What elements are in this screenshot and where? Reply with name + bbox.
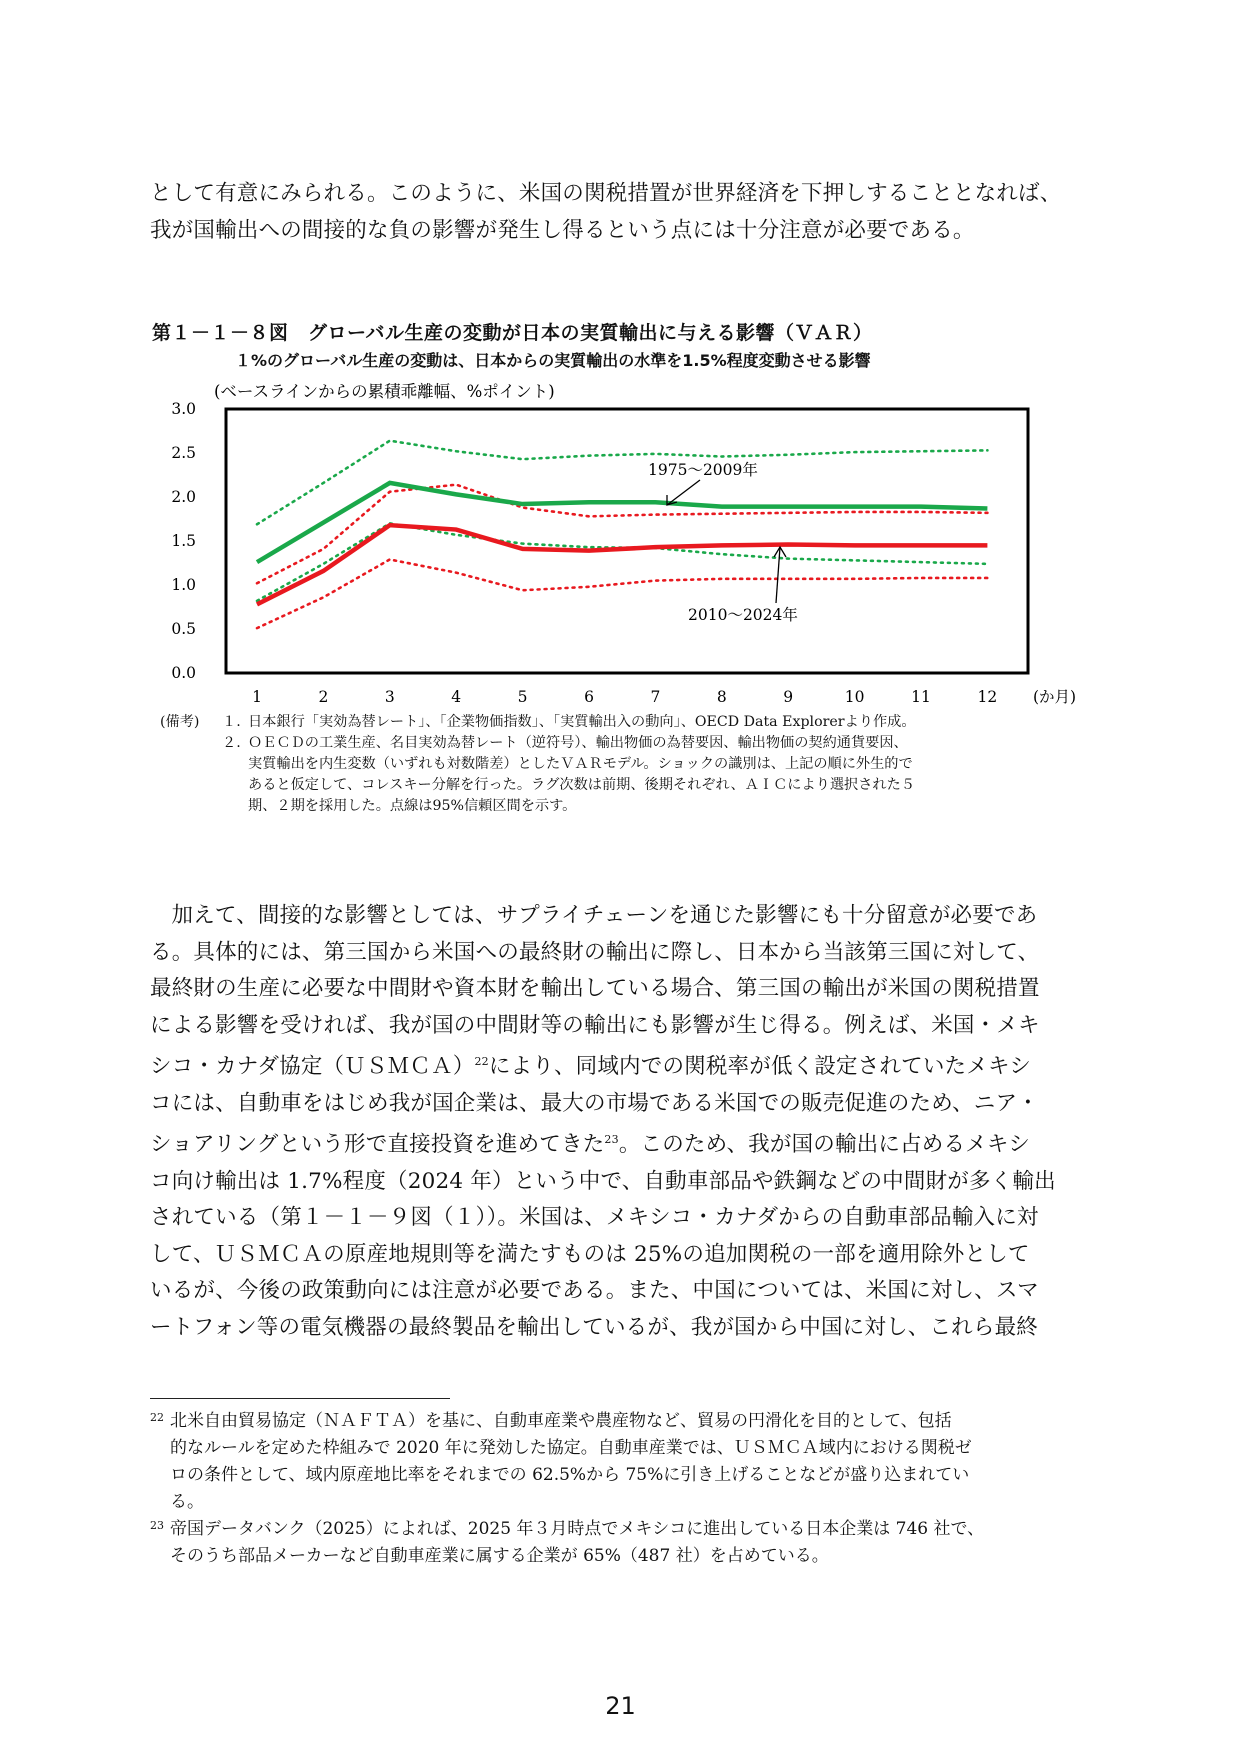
note-number: １. (222, 714, 241, 730)
footnote-line: そのうち部品メーカーなど自動車産業に属する企業が 65%（487 社）を占めている。 (170, 1546, 829, 1566)
series-line-green-lower (257, 523, 987, 600)
page-number: 21 (605, 1692, 636, 1720)
footnote-line: 北米自由貿易協定（ＮＡＦＴＡ）を基に、自動車産業や農産物など、貿易の円滑化を目的として、包括 (170, 1411, 952, 1431)
note-text: ＯＥＣＤの工業生産、名目実効為替レート（逆符号）、輸出物価の為替要因、輸出物価の契約通貨要因、 (248, 735, 908, 751)
body-line: ートフォン等の電気機器の最終製品を輸出しているが、我が国から中国に対し、これら最終 (150, 1314, 1038, 1340)
body-line: コ向け輸出は 1.7%程度（2024 年）という中で、自動車部品や鉄鋼などの中間財が多く輸出 (150, 1168, 1056, 1194)
y-tick-label: 2.0 (171, 488, 196, 506)
x-tick-label: 3 (384, 688, 395, 706)
notes-label: (備考) (160, 714, 200, 730)
annotation-1975-2009: 1975～2009年 (648, 461, 758, 479)
annotation-arrow-red (776, 547, 780, 603)
body-line: 加えて、間接的な影響としては、サプライチェーンを通じた影響にも十分留意が必要であ (171, 903, 1038, 928)
note-continuation (160, 796, 1090, 817)
body-line: して、ＵＳＭＣＡの原産地規則等を満たすものは 25%の追加関税の一部を適用除外として (150, 1241, 1030, 1267)
footnote-line: 的なルールを定めた枠組みで 2020 年に発効した協定。自動車産業では、ＵＳＭＣＡ域内における関税ゼ (170, 1438, 972, 1458)
plot-frame (226, 409, 1028, 673)
body-line-with-ref (150, 1122, 1090, 1164)
x-tick-label: 7 (650, 688, 661, 706)
footnote-23 (150, 1516, 1090, 1570)
y-tick-label: 0.5 (171, 620, 196, 638)
footnote-line: ロの条件として、域内原産地比率をそれまでの 62.5%から 75%に引き上げることなどが盛り込まれてい (170, 1465, 970, 1485)
body-line: による影響を受ければ、我が国の中間財等の輸出にも影響が生じ得る。例えば、米国・メキ (150, 1012, 1040, 1038)
note-text: あると仮定して、コレスキー分解を行った。ラグ次数は前期、後期それぞれ、ＡＩＣにより選択された５ (248, 777, 915, 793)
y-tick-label: 1.0 (171, 576, 196, 594)
y-tick-label: 0.0 (171, 664, 196, 682)
body-line: いるが、今後の政策動向には注意が必要である。また、中国については、米国に対し、スマ (150, 1278, 1039, 1304)
series-line-red-upper (257, 485, 987, 584)
series-line-red-lower (257, 559, 987, 628)
x-tick-label: 4 (451, 688, 462, 706)
body-text: シコ・カナダ協定（ＵＳＭＣＡ） (150, 1054, 475, 1080)
body-text: ショアリングという形で直接投資を進めてきた (150, 1132, 605, 1158)
body-text: により、同域内での関税率が低く設定されていたメキシ (488, 1054, 1032, 1080)
figure-subtitle: １%のグローバル生産の変動は、日本からの実質輸出の水準を1.5%程度変動させる影響 (235, 351, 871, 370)
y-axis-unit-label: (ベースラインからの累積乖離幅、%ポイント) (214, 382, 555, 401)
x-tick-label: 12 (977, 688, 998, 706)
x-axis-unit-label: (か月) (1033, 688, 1077, 706)
intro-line: として有意にみられる。このように、米国の関税措置が世界経済を下押しすることとなれば、 (150, 181, 1062, 206)
footnote-22 (150, 1408, 1090, 1516)
note-continuation (160, 775, 1090, 796)
irf-line-chart (0, 0, 1241, 720)
body-paragraph (150, 898, 1090, 1346)
note-text: 期、２期を採用した。点線は95%信頼区間を示す。 (248, 798, 577, 814)
note-item-1 (160, 712, 1090, 733)
annotation-arrow-green (667, 480, 700, 505)
y-tick-label: 2.5 (171, 444, 196, 462)
footnote-number: 22 (150, 1411, 164, 1424)
note-number: ２. (222, 735, 241, 751)
figure-title: 第１－１－８図 グローバル生産の変動が日本の実質輸出に与える影響（ＶＡＲ） (152, 322, 873, 344)
body-line: されている（第１－１－９図（１））。米国は、メキシコ・カナダからの自動車部品輸入に対 (150, 1205, 1039, 1231)
x-tick-label: 6 (584, 688, 594, 706)
note-item-2 (160, 733, 1090, 754)
footnote-divider (150, 1398, 450, 1399)
x-tick-label: 10 (844, 688, 865, 706)
body-text: 。このため、我が国の輸出に占めるメキシ (618, 1132, 1031, 1158)
note-text: 日本銀行「実効為替レート」、「企業物価指数」、「実質輸出入の動向」、OECD Data Explorerより作成。 (248, 714, 916, 730)
body-line: る。具体的には、第三国から米国への最終財の輸出に際し、日本から当該第三国に対して、 (150, 939, 1040, 965)
footnote-number: 23 (150, 1519, 164, 1532)
y-tick-label: 1.5 (171, 532, 196, 550)
footnote-ref-23[interactable]: 23 (604, 1133, 619, 1147)
note-continuation (160, 754, 1090, 775)
footnote-ref-22[interactable]: 22 (474, 1055, 489, 1068)
intro-line: 我が国輸出への間接的な負の影響が発生し得るという点には十分注意が必要である。 (150, 217, 975, 243)
x-tick-label: 5 (517, 688, 528, 706)
note-text: 実質輸出を内生変数（いずれも対数階差）としたＶＡＲモデル。ショックの識別は、上記の順に外生的で (248, 756, 913, 772)
figure-notes (160, 712, 1090, 817)
footnotes (150, 1408, 1090, 1570)
x-tick-label: 1 (252, 688, 262, 706)
body-line-with-ref (150, 1044, 1090, 1086)
x-tick-label: 9 (783, 688, 794, 706)
x-tick-label: 11 (911, 688, 931, 706)
annotation-2010-2024: 2010～2024年 (688, 606, 798, 624)
footnote-line: る。 (170, 1492, 204, 1512)
footnote-line: 帝国データバンク（2025）によれば、2025 年３月時点でメキシコに進出している日本企業は 746 社で、 (170, 1519, 985, 1539)
y-tick-label: 3.0 (171, 400, 196, 418)
body-line: 最終財の生産に必要な中間財や資本財を輸出している場合、第三国の輸出が米国の関税措置 (150, 976, 1040, 1001)
body-line: コには、自動車をはじめ我が国企業は、最大の市場である米国での販売促進のため、ニア・ (150, 1090, 1039, 1116)
x-tick-label: 8 (716, 688, 727, 706)
x-tick-label: 2 (318, 688, 329, 706)
